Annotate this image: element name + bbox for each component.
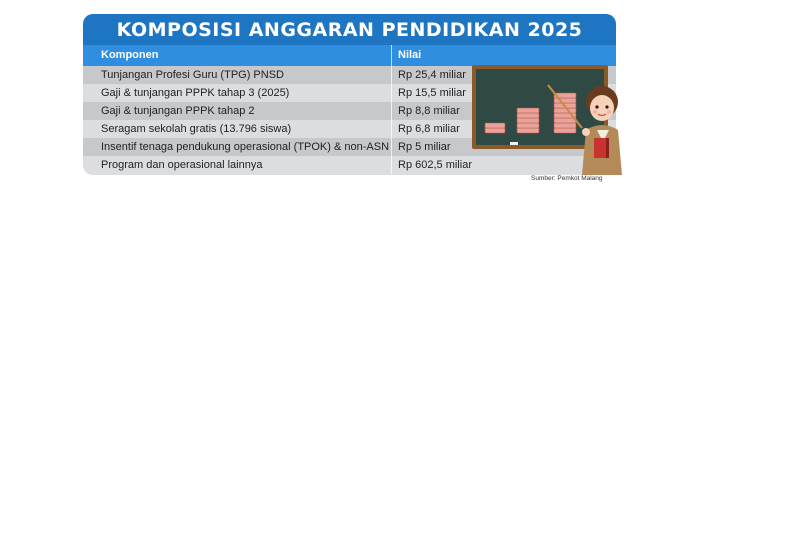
komponen-cell: Insentif tenaga pendukung operasional (TPOK) & non-ASN	[101, 141, 390, 153]
teacher-chalkboard-illustration	[470, 60, 630, 175]
header-komponen: Komponen	[101, 49, 159, 61]
nilai-cell: Rp 5 miliar	[398, 141, 451, 153]
komponen-cell: Tunjangan Profesi Guru (TPG) PNSD	[101, 69, 284, 81]
nilai-cell: Rp 6,8 miliar	[398, 123, 460, 135]
table-title: KOMPOSISI ANGGARAN PENDIDIKAN 2025	[83, 14, 616, 45]
nilai-cell: Rp 15,5 miliar	[398, 87, 466, 99]
komponen-cell: Program dan operasional lainnya	[101, 159, 263, 171]
column-divider	[391, 45, 392, 175]
source-note: Sumber: Pemkot Malang	[531, 175, 603, 182]
nilai-cell: Rp 602,5 miliar	[398, 159, 472, 171]
header-nilai: Nilai	[398, 49, 422, 61]
komponen-cell: Seragam sekolah gratis (13.796 siswa)	[101, 123, 292, 135]
komponen-cell: Gaji & tunjangan PPPK tahap 3 (2025)	[101, 87, 290, 99]
teacher-icon	[582, 86, 622, 175]
nilai-cell: Rp 8,8 miliar	[398, 105, 460, 117]
nilai-cell: Rp 25,4 miliar	[398, 69, 466, 81]
komponen-cell: Gaji & tunjangan PPPK tahap 2	[101, 105, 255, 117]
